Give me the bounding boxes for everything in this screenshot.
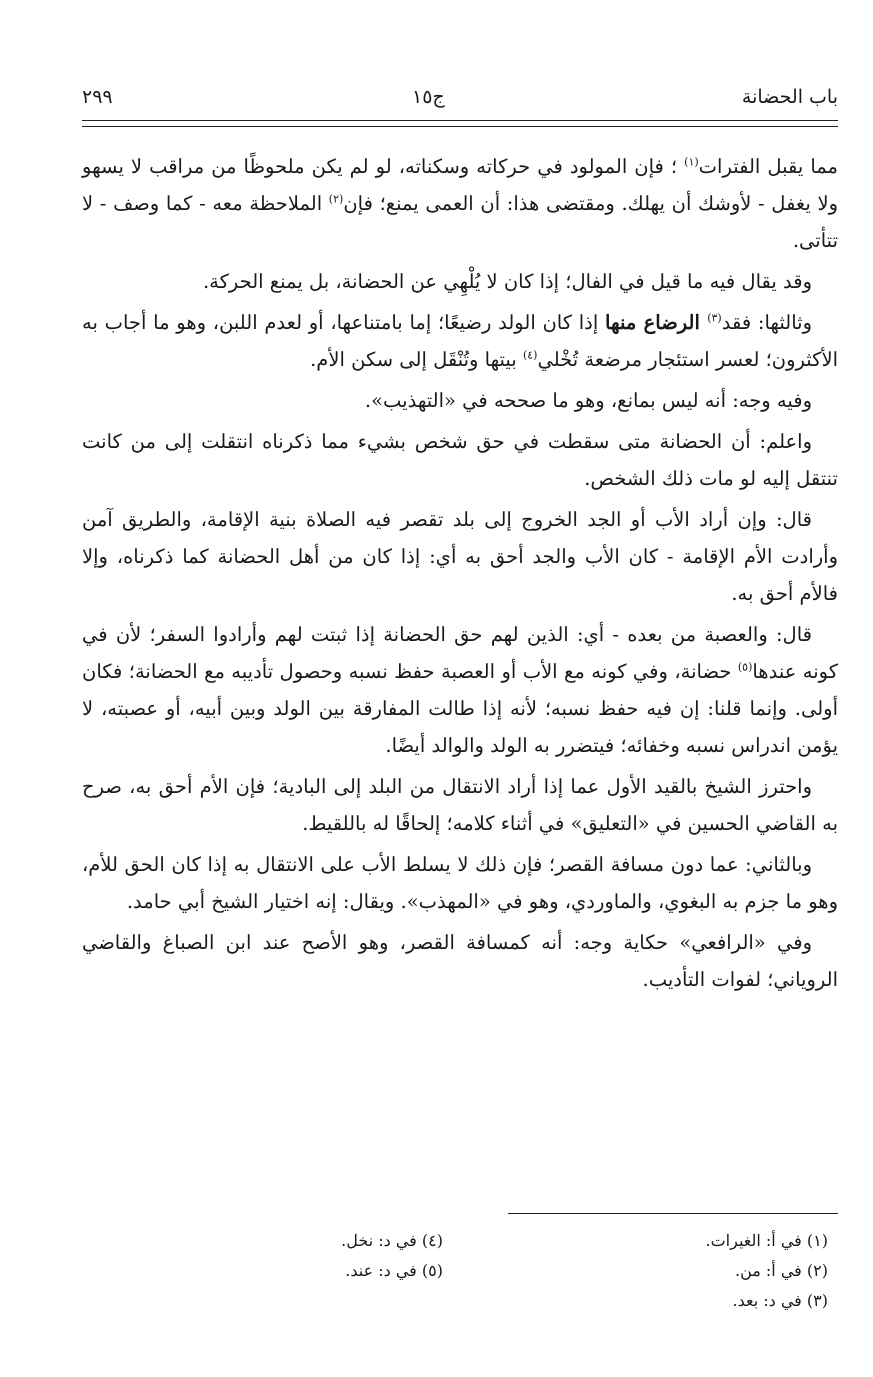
paragraph-1 — [82, 148, 838, 259]
footnote-number: (٢) — [806, 1261, 828, 1280]
paragraph-text: قال: والعصبة من بعده - أي: الذين لهم حق الحضانة إذا ثبتت لهم وأرادوا السفر؛ لأن في كونه عندها — [82, 623, 838, 683]
footnote-1 — [528, 1226, 828, 1256]
paragraph-3 — [82, 304, 838, 378]
paragraph-5: واعلم: أن الحضانة متى سقطت في حق شخص بشيء مما ذكرناه انتقلت إلى من كانت تنتقل إليه لو مات ذلك الشخص. — [82, 430, 838, 490]
paragraph-9: وبالثاني: عما دون مسافة القصر؛ فإن ذلك لا يسلط الأب على الانتقال به إذا كان الحق للأم، وهو ما جزم به البغوي، والماوردي، وهو في «المهذب». ويقال: إنه اختيار الشيخ أبي حامد. — [82, 853, 838, 913]
footnote-text: في أ: من. — [734, 1261, 802, 1280]
footnote-text: في أ: الغيرات. — [705, 1231, 802, 1250]
paragraph-text: إذا كان الولد رضيعًا؛ إما بامتناعها، أو لعدم اللبن، وهو ما أجاب به الأكثرون؛ لعسر استئجار مرضعة تُخْلي — [82, 311, 838, 371]
paragraph-6: قال: وإن أراد الأب أو الجد الخروج إلى بلد تقصر فيه الصلاة بنية الإقامة، والطريق آمن وأرادت الأم الإقامة - كان الأب والجد أحق به أي: إذا كان من أهل الحضانة كما ذكرناه، وإلا فالأم أحق به. — [82, 508, 838, 605]
volume-label: ج١٥ — [412, 86, 445, 108]
footnote-5 — [163, 1256, 443, 1286]
header-rule-thin — [82, 126, 838, 127]
footnote-2 — [528, 1256, 828, 1286]
main-text — [82, 148, 838, 1002]
footnote-number: (٣) — [806, 1291, 828, 1310]
paragraph-4: وفيه وجه: أنه ليس بمانع، وهو ما صححه في «التهذيب». — [364, 389, 812, 412]
paragraph-text: الملاحظة معه - كما وصف - لا تتأتى. — [82, 192, 838, 252]
footnote-4 — [163, 1226, 443, 1256]
footnote-column-left — [163, 1226, 443, 1286]
bold-phrase: الرضاع منها — [605, 311, 708, 334]
paragraph-text: مما يقبل الفترات — [698, 155, 838, 178]
footnote-number: (١) — [806, 1231, 828, 1250]
footnote-number: (٤) — [421, 1231, 443, 1250]
chapter-title: باب الحضانة — [741, 86, 838, 108]
paragraph-2: وقد يقال فيه ما قيل في الفال؛ إذا كان لا يُلْهِي عن الحضانة، بل يمنع الحركة. — [202, 270, 812, 293]
footnote-ref[interactable]: (٣) — [707, 311, 722, 325]
footnote-column-right — [528, 1226, 828, 1316]
footnote-text: في د: بعد. — [732, 1291, 802, 1310]
footnote-text: في د: عند. — [345, 1261, 417, 1280]
footnote-ref[interactable]: (٤) — [522, 348, 538, 362]
paragraph-7 — [82, 616, 838, 764]
footnote-text: في د: نخل. — [341, 1231, 417, 1250]
paragraph-text: حضانة، وفي كونه مع الأب أو العصبة حفظ نسبه وحصول تأديبه مع الحضانة؛ فكان أولى. وإنما قلنا: إن فيه حفظ نسبه؛ لأنه إذا طالت المفارقة بين الولد وبين أبيه، أو عصبته، لا يؤمن اندراس نسبه وخفائه؛ فيتضرر به الولد والوالد أيضًا. — [82, 660, 838, 757]
footnote-3 — [528, 1286, 828, 1316]
footnote-separator — [508, 1213, 838, 1214]
footnote-ref[interactable]: (٢) — [328, 192, 344, 206]
paragraph-text: ؛ فإن المولود في حركاته وسكناته، لو لم يكن ملحوظًا من مراقب لا يسهو ولا يغفل - لأوشك أن يهلك. ومقتضى هذا: أن العمى يمنع؛ فإن — [82, 155, 838, 215]
paragraph-text: بيتها وتُنْقَل إلى سكن الأم. — [310, 348, 523, 371]
paragraph-8: واحترز الشيخ بالقيد الأول عما إذا أراد الانتقال من البلد إلى البادية؛ فإن الأم أحق به، صرح به القاضي الحسين في «التعليق» في أثناء كلامه؛ إلحاقًا له باللقيط. — [82, 775, 838, 835]
header-rule — [82, 120, 838, 121]
footnote-ref[interactable]: (٥) — [737, 660, 753, 674]
page-number: ٢٩٩ — [82, 86, 113, 108]
footnote-ref[interactable]: (١) — [684, 155, 699, 169]
book-page — [82, 0, 838, 1377]
footnote-number: (٥) — [421, 1261, 443, 1280]
paragraph-text: وثالثها: فقد — [721, 311, 812, 334]
running-header — [82, 86, 838, 116]
paragraph-10: وفي «الرافعي» حكاية وجه: أنه كمسافة القصر، وهو الأصح عند ابن الصباغ والقاضي الروياني؛ لفوات التأديب. — [82, 931, 838, 991]
